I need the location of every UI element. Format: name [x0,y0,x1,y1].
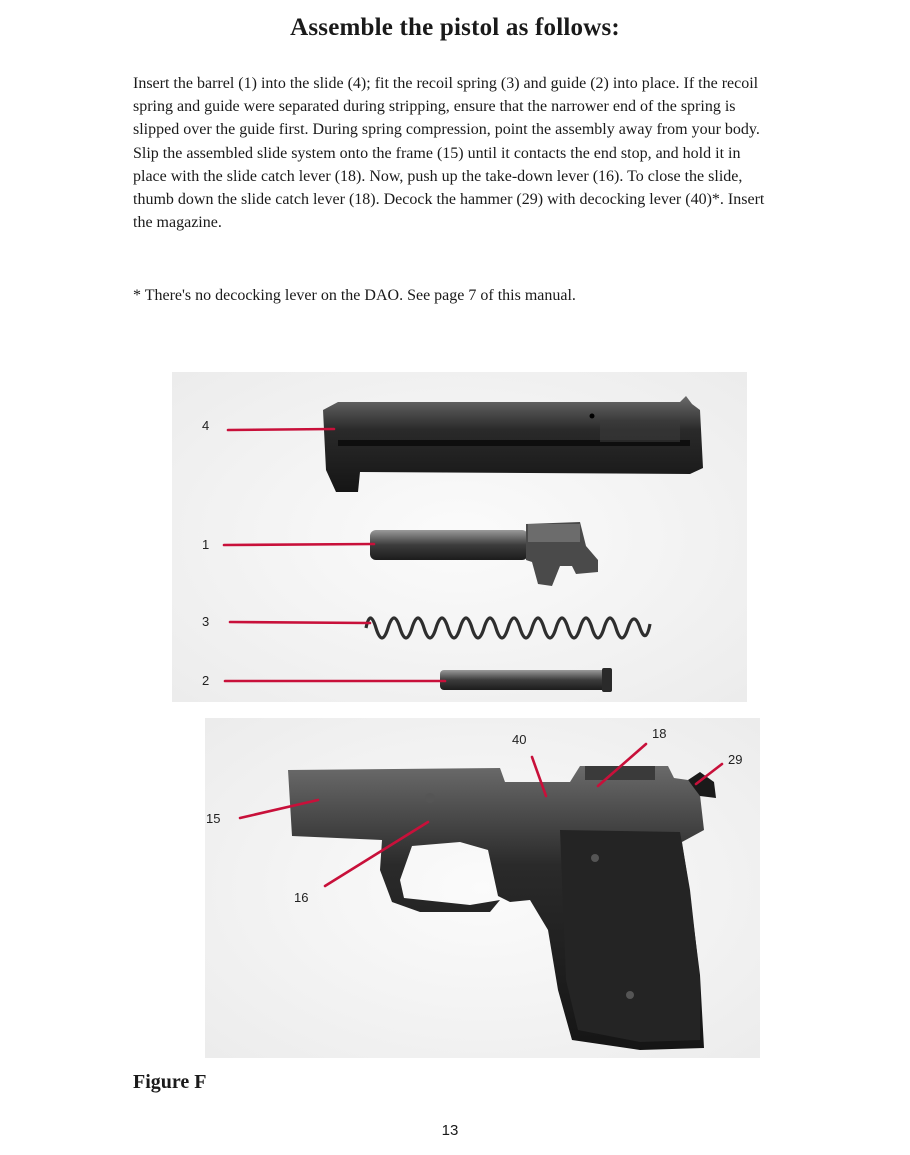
callout-2: 2 [202,673,210,688]
guide-rod-part [440,668,612,692]
page-number: 13 [441,1122,459,1139]
figure-caption: Figure F [133,1071,207,1093]
callout-40: 40 [512,732,527,747]
assembly-instructions: Insert the barrel (1) into the slide (4); fit the recoil spring (3) and guide (2) into place. If the recoil spring and guide were separated during stripping, ensure that the narrower end of the spring is slipped over the guide first. During spring compression, point the assembly away from your body. Slip the assembled slide system onto the frame (15) until it contacts the end stop, and hold it in place with the slide catch lever (18). Now, push up the take-down lever (16). To close the slide, thumb down the slide catch lever (18). Decock the hammer (29) with decocking lever (40)*. Insert the magazine. [133,75,765,232]
callout-16: 16 [294,890,309,905]
footnote: * There's no decocking lever on the DAO. See page 7 of this manual. [133,287,576,304]
callout-4: 4 [202,418,210,433]
leader-spring [230,622,370,623]
callout-1: 1 [202,537,210,552]
leader-barrel [224,544,374,545]
callout-29: 29 [728,752,743,767]
callout-15: 15 [206,811,221,826]
callout-18: 18 [652,726,667,741]
page-title: Assemble the pistol as follows: [290,14,620,41]
leader-slide [228,429,334,430]
callout-3: 3 [202,614,210,629]
